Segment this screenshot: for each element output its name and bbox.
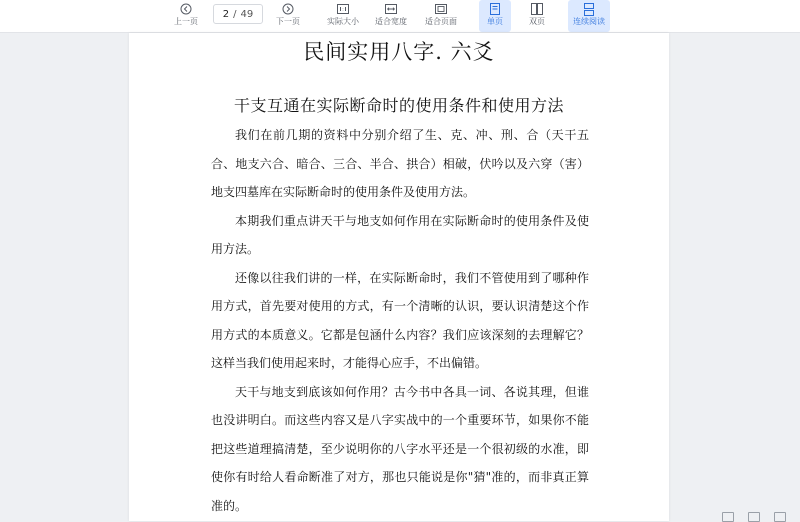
- next-page-button[interactable]: [274, 0, 302, 32]
- document-body: [211, 121, 589, 520]
- double-page-button[interactable]: [522, 0, 552, 32]
- document-title: 民间实用八字. 六爻: [303, 40, 495, 64]
- page-separator: /: [233, 8, 237, 20]
- actual-size-label: 实际大小: [327, 17, 359, 26]
- fit-page-label: 适合页面: [425, 17, 457, 26]
- status-bar-icons: [722, 512, 786, 521]
- fit-page-icon: [435, 2, 447, 16]
- fit-page-button[interactable]: [422, 0, 460, 32]
- continuous-reading-label: 连续阅读: [573, 17, 605, 26]
- single-page-label: 单页: [487, 17, 503, 26]
- continuous-reading-icon: [584, 2, 594, 16]
- document-page: [129, 33, 669, 521]
- chevron-left-circle-icon: [180, 2, 192, 16]
- paragraph-4: 天干与地支到底该如何作用？古今书中各具一词、各说其理，但谁也没讲明白。而这些内容又是八字实战中的一个重要环节，如果你不能把这些道理搞清楚，至少说明你的八字水平还是一个很初级的水准，即使你有时给人看命断准了对方，那也只能说是你"猜"准的，而非真正算准的。: [211, 384, 589, 513]
- fit-width-icon: [385, 2, 397, 16]
- fit-width-label: 适合宽度: [375, 17, 407, 26]
- single-page-button[interactable]: [479, 0, 511, 32]
- total-pages: 49: [240, 8, 254, 20]
- page-number-input[interactable]: [213, 4, 263, 24]
- paragraph-1: 我们在前几期的资料中分别介绍了生、克、冲、刑、合（天干五合、地支六合、暗合、三合、半合、拱合）相破，伏吟以及六穿（害）地支四墓库在实际断命时的使用条件及使用方法。: [211, 128, 589, 199]
- paragraph-2: 本期我们重点讲天干与地支如何作用在实际断命时的使用条件及使用方法。: [211, 213, 589, 256]
- fit-width-button[interactable]: [373, 0, 409, 32]
- chevron-right-circle-icon: [282, 2, 294, 16]
- actual-size-icon: [337, 2, 349, 16]
- paragraph-3: 还像以往我们讲的一样，在实际断命时，我们不管使用到了哪种作用方式，首先要对使用的方式，有一个清晰的认识，要认识清楚这个作用方式的本质意义。它都是包涵什么内容？我们应该深刻的去理解它？这样当我们使用起来时，才能得心应手，不出偏错。: [211, 270, 589, 370]
- continuous-reading-button[interactable]: [568, 0, 610, 32]
- prev-page-button[interactable]: [172, 0, 200, 32]
- double-page-icon: [531, 2, 543, 16]
- prev-page-label: 上一页: [174, 17, 198, 26]
- actual-size-button[interactable]: [325, 0, 361, 32]
- current-page: 2: [222, 8, 230, 20]
- section-heading: 干支互通在实际断命时的使用条件和使用方法: [233, 96, 564, 115]
- toolbar: [0, 0, 800, 33]
- single-page-icon: [490, 2, 500, 16]
- double-page-label: 双页: [529, 17, 545, 26]
- next-page-label: 下一页: [276, 17, 300, 26]
